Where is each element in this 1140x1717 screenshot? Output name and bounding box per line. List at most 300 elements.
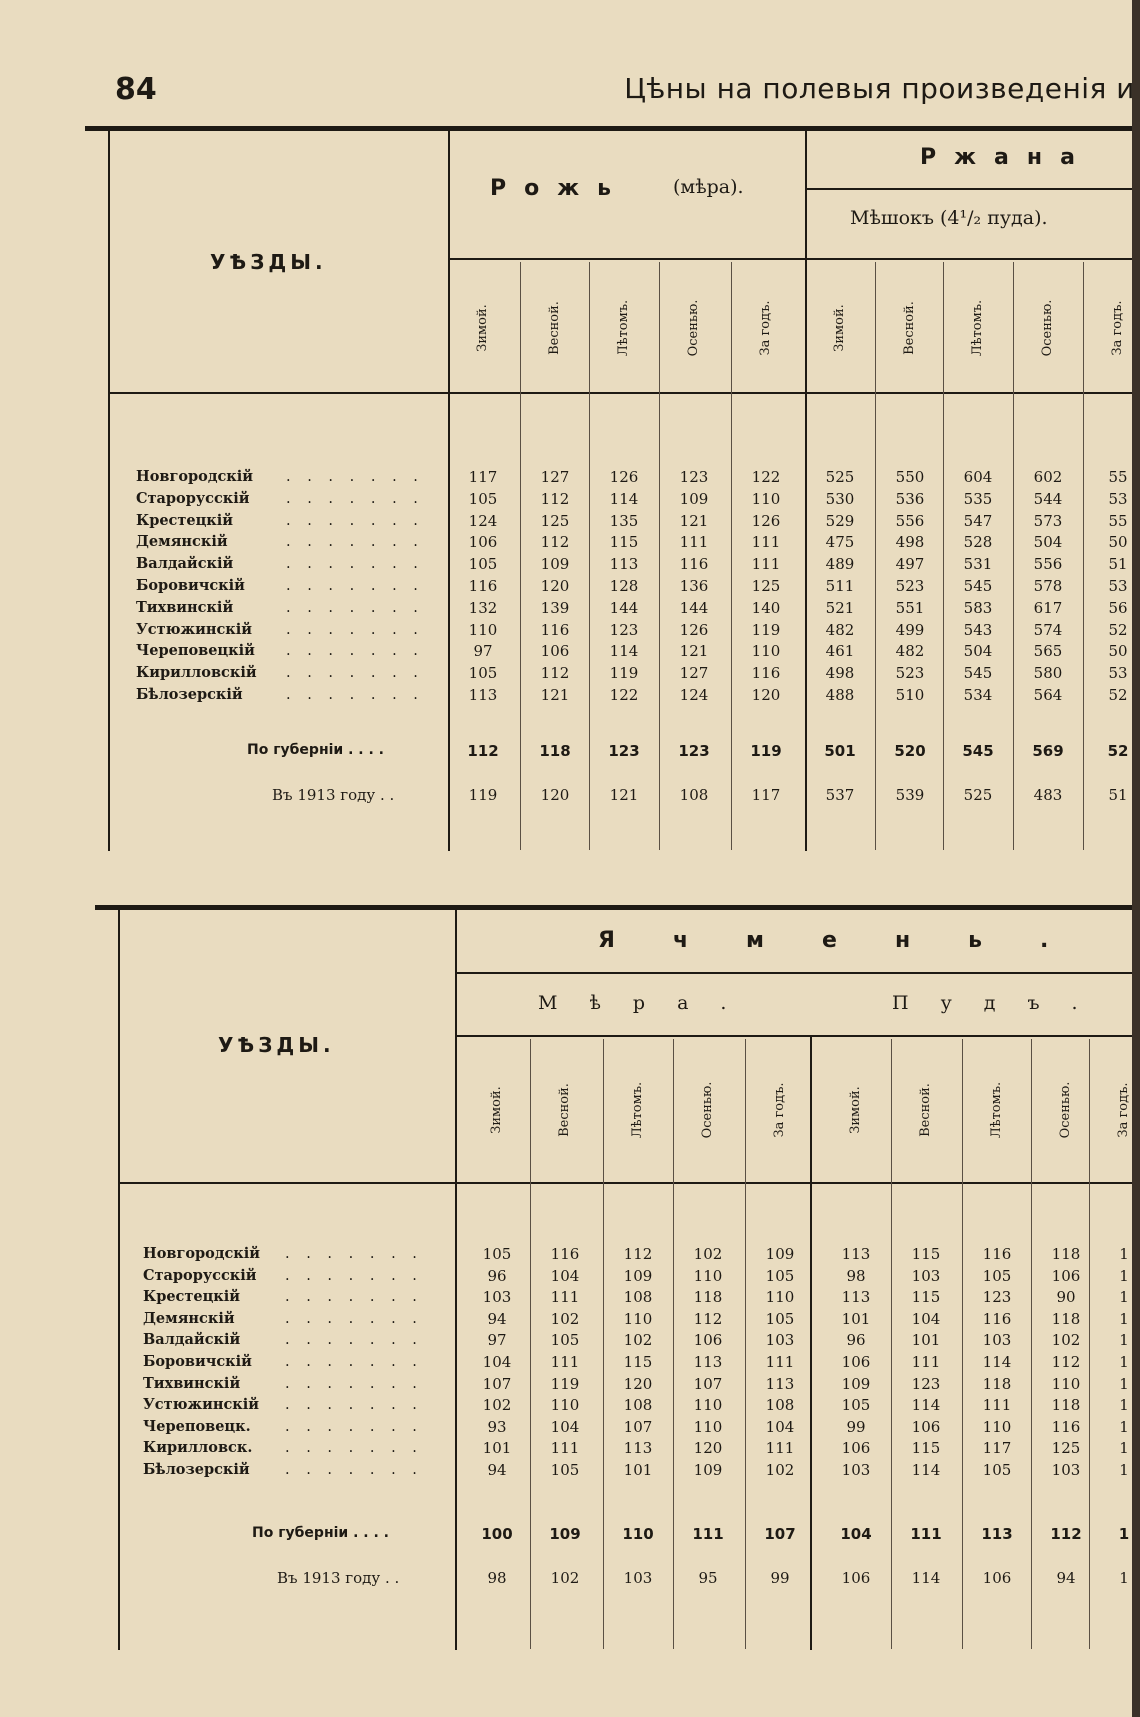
total-cell: 569 [1032, 742, 1064, 760]
table-cell: 111 [765, 1439, 795, 1458]
table-cell: 1 [1119, 1353, 1129, 1371]
district-label: Череповецк. [143, 1417, 251, 1435]
total-cell: 520 [894, 742, 926, 760]
table-cell: 114 [982, 1353, 1012, 1371]
total-cell: 104 [840, 1525, 872, 1543]
table-cell: 102 [623, 1331, 653, 1350]
table-cell: 497 [895, 555, 925, 574]
table-cell: 53 [1108, 664, 1128, 683]
table-cell: 55 [1108, 511, 1128, 530]
table-cell: 106 [693, 1331, 723, 1350]
table-cell: 105 [468, 664, 498, 683]
table-cell: 1 [1119, 1417, 1129, 1436]
district-label: Валдайскій [143, 1331, 241, 1349]
table-cell: 545 [963, 664, 993, 683]
district-label: Крестецкій [143, 1288, 241, 1306]
table-cell: 115 [911, 1245, 941, 1263]
table-cell: 102 [482, 1396, 512, 1415]
group-title-barley: Ячмень. [598, 928, 1107, 953]
district-label: Устюжинскій [136, 620, 253, 638]
table-cell: 110 [550, 1396, 580, 1415]
total-cell: 112 [467, 742, 499, 760]
table-cell: 102 [765, 1461, 795, 1479]
column-divider [962, 1039, 963, 1649]
table-cell: 117 [468, 468, 498, 486]
prev-year-cell: 103 [623, 1569, 653, 1587]
table-cell: 110 [751, 642, 781, 661]
column-header: За годъ. [772, 1082, 787, 1138]
table-cell: 504 [963, 642, 993, 661]
subhead-rule [807, 188, 1132, 190]
table-cell: 511 [825, 577, 855, 595]
leader-dots: . . . . . . . [285, 1397, 423, 1414]
table-cell: 115 [609, 533, 639, 552]
district-label: Демянскій [143, 1309, 235, 1327]
column-header: За годъ. [1110, 300, 1125, 356]
table-cell: 536 [895, 489, 925, 508]
table-cell: 104 [550, 1417, 580, 1436]
table-cell: 107 [693, 1374, 723, 1393]
table-left-rule [118, 910, 120, 1650]
table-cell: 528 [963, 533, 993, 552]
table-cell: 103 [1051, 1461, 1081, 1479]
table-cell: 489 [825, 555, 855, 574]
table-cell: 112 [693, 1309, 723, 1328]
table-cell: 118 [1051, 1245, 1081, 1263]
group-unit-measure: Мѣра. [538, 992, 759, 1014]
table-cell: 52 [1108, 620, 1128, 639]
table-cell: 97 [487, 1331, 507, 1350]
table-cell: 543 [963, 620, 993, 639]
district-label: Боровичскій [143, 1353, 252, 1370]
group-unit-sack: Мѣшокъ (4¹/₂ пуда). [850, 207, 1048, 229]
table-cell: 101 [482, 1439, 512, 1458]
table-cell: 550 [895, 468, 925, 486]
table-cell: 109 [693, 1461, 723, 1479]
prev-year-cell: 121 [609, 786, 639, 804]
table-cell: 118 [1051, 1309, 1081, 1328]
table-cell: 94 [487, 1309, 507, 1328]
table-cell: 102 [550, 1309, 580, 1328]
table-cell: 121 [540, 686, 570, 704]
table-cell: 135 [609, 511, 639, 530]
column-divider [530, 1039, 531, 1649]
table-cell: 93 [487, 1417, 507, 1436]
subhead-rule [450, 258, 805, 260]
prev-year-cell: 114 [911, 1569, 941, 1587]
table-cell: 119 [751, 620, 781, 639]
table-cell: 547 [963, 511, 993, 530]
table-cell: 565 [1033, 642, 1063, 661]
table-cell: 534 [963, 686, 993, 704]
table-cell: 123 [982, 1288, 1012, 1307]
table-cell: 499 [895, 620, 925, 639]
district-label: Демянскій [136, 533, 228, 551]
table-cell: 523 [895, 664, 925, 683]
table-cell: 109 [623, 1266, 653, 1285]
leader-dots: . . . . . . . [285, 1418, 423, 1435]
table-cell: 124 [468, 511, 498, 530]
total-cell: 123 [608, 742, 640, 760]
table-cell: 118 [1051, 1396, 1081, 1415]
table-cell: 122 [751, 468, 781, 486]
table-cell: 116 [1051, 1417, 1081, 1436]
leader-dots: . . . . . . . [286, 490, 424, 507]
column-divider [1031, 1039, 1032, 1649]
leader-dots: . . . . . . . [286, 621, 424, 638]
table-cell: 50 [1108, 642, 1128, 661]
table-cell: 126 [679, 620, 709, 639]
table-cell: 103 [911, 1266, 941, 1285]
column-header: Зимой. [848, 1086, 863, 1134]
table-cell: 105 [468, 489, 498, 508]
leader-dots: . . . . . . . [285, 1462, 423, 1478]
table-cell: 583 [963, 598, 993, 617]
leader-dots: . . . . . . . [286, 556, 424, 573]
total-cell: 112 [1050, 1525, 1082, 1543]
total-cell: 100 [481, 1525, 513, 1543]
table-cell: 105 [550, 1331, 580, 1350]
table-cell: 118 [982, 1374, 1012, 1393]
table-cell: 105 [550, 1461, 580, 1479]
table-cell: 116 [751, 664, 781, 683]
table-cell: 488 [825, 686, 855, 704]
prev-year-cell: 483 [1033, 786, 1063, 804]
table-cell: 116 [540, 620, 570, 639]
table-cell: 110 [693, 1266, 723, 1285]
table-cell: 110 [1051, 1374, 1081, 1393]
table-cell: 123 [911, 1374, 941, 1393]
table-cell: 113 [693, 1353, 723, 1371]
table-cell: 498 [825, 664, 855, 683]
district-label: Новгородскій [136, 468, 254, 485]
table-cell: 103 [482, 1288, 512, 1307]
table-cell: 523 [895, 577, 925, 595]
table-cell: 52 [1108, 686, 1128, 704]
table-cell: 122 [609, 686, 639, 704]
table-cell: 103 [841, 1461, 871, 1479]
table-cell: 106 [841, 1353, 871, 1371]
prev-year-cell: 539 [895, 786, 925, 804]
table-cell: 535 [963, 489, 993, 508]
column-header: Весной. [557, 1083, 572, 1137]
table-cell: 105 [468, 555, 498, 574]
table-cell: 116 [982, 1245, 1012, 1263]
page-edge [1132, 0, 1140, 1717]
table-cell: 112 [1051, 1353, 1081, 1371]
district-label: Кирилловскій [136, 664, 257, 682]
prev-year-cell: 119 [468, 786, 498, 804]
prev-year-cell: 117 [751, 786, 781, 804]
table-cell: 544 [1033, 489, 1063, 508]
column-divider [673, 1039, 674, 1649]
column-header: Осенью. [1040, 299, 1055, 357]
column-divider [520, 262, 521, 850]
table-cell: 114 [911, 1396, 941, 1415]
prev-year-row-label: Въ 1913 году . . [272, 786, 395, 804]
stub-divider [455, 910, 457, 1650]
total-cell: 501 [824, 742, 856, 760]
table-cell: 1 [1119, 1245, 1129, 1263]
table-cell: 101 [911, 1331, 941, 1350]
table-cell: 110 [468, 620, 498, 639]
table-cell: 102 [1051, 1331, 1081, 1350]
total-cell: 111 [692, 1525, 724, 1543]
table-cell: 482 [825, 620, 855, 639]
table-cell: 531 [963, 555, 993, 574]
district-label: Бѣлозерскій [136, 686, 243, 703]
table-cell: 112 [540, 664, 570, 683]
leader-dots: . . . . . . . [285, 1375, 423, 1392]
table-cell: 99 [846, 1417, 866, 1436]
total-cell: 52 [1107, 742, 1129, 760]
prev-year-cell: 98 [487, 1569, 507, 1587]
table-cell: 111 [550, 1439, 580, 1458]
table-cell: 604 [963, 468, 993, 486]
table-cell: 115 [911, 1439, 941, 1458]
leader-dots: . . . . . . . [286, 665, 424, 682]
table-cell: 121 [679, 642, 709, 661]
header-bottom-rule [120, 1182, 1132, 1184]
table-cell: 1 [1119, 1288, 1129, 1307]
table-cell: 574 [1033, 620, 1063, 639]
prev-year-cell: 106 [982, 1569, 1012, 1587]
table-cell: 94 [487, 1461, 507, 1479]
total-cell: 123 [678, 742, 710, 760]
district-label: Новгородскій [143, 1245, 261, 1262]
table-cell: 116 [679, 555, 709, 574]
column-header: Осенью. [1058, 1081, 1073, 1139]
column-header: Зимой. [832, 304, 847, 352]
table-cell: 113 [765, 1374, 795, 1393]
header-bottom-rule [110, 392, 1132, 394]
table-cell: 111 [550, 1288, 580, 1307]
table-cell: 96 [487, 1266, 507, 1285]
total-row-label: По губерніи . . . . [252, 1525, 389, 1541]
prev-year-cell: 99 [770, 1569, 790, 1587]
table-cell: 545 [963, 577, 993, 595]
table-cell: 602 [1033, 468, 1063, 486]
row-label-header: УѢЗДЫ. [218, 1033, 335, 1057]
table-cell: 556 [1033, 555, 1063, 574]
subhead-rule [807, 258, 1132, 260]
column-divider [659, 262, 660, 850]
table-cell: 114 [911, 1461, 941, 1479]
column-divider [603, 1039, 604, 1649]
table-cell: 580 [1033, 664, 1063, 683]
table-cell: 120 [693, 1439, 723, 1458]
table-cell: 105 [841, 1396, 871, 1415]
district-label: Бѣлозерскій [143, 1461, 250, 1478]
table-cell: 111 [751, 533, 781, 552]
table-cell: 120 [623, 1374, 653, 1393]
table-cell: 127 [679, 664, 709, 683]
table-cell: 1 [1119, 1396, 1129, 1415]
table-cell: 104 [550, 1266, 580, 1285]
prev-year-row-label: Въ 1913 году . . [277, 1569, 400, 1587]
table-cell: 1 [1119, 1309, 1129, 1328]
leader-dots: . . . . . . . [285, 1289, 423, 1306]
table-cell: 108 [623, 1396, 653, 1415]
table-cell: 102 [693, 1245, 723, 1263]
column-header: Лѣтомъ. [630, 1081, 645, 1139]
table-cell: 139 [540, 598, 570, 617]
table-cell: 53 [1108, 489, 1128, 508]
table-cell: 103 [982, 1331, 1012, 1350]
group-title-rye: Рожь [490, 176, 630, 201]
table-cell: 1 [1119, 1266, 1129, 1285]
leader-dots: . . . . . . . [286, 578, 424, 594]
leader-dots: . . . . . . . [285, 1354, 423, 1370]
prev-year-cell: 106 [841, 1569, 871, 1587]
table-cell: 121 [679, 511, 709, 530]
table-cell: 109 [540, 555, 570, 574]
district-label: Крестецкій [136, 511, 234, 529]
prev-year-cell: 120 [540, 786, 570, 804]
table-cell: 114 [609, 489, 639, 508]
table-cell: 1 [1119, 1439, 1129, 1458]
table-cell: 126 [751, 511, 781, 530]
column-header: Весной. [547, 301, 562, 355]
column-header: Лѣтомъ. [970, 299, 985, 357]
district-label: Тихвинскій [143, 1374, 241, 1392]
column-header: Лѣтомъ. [616, 299, 631, 357]
table-cell: 113 [841, 1245, 871, 1263]
column-header: Зимой. [475, 304, 490, 352]
table-top-rule [85, 126, 1132, 131]
group-unit-pood: Пудъ. [892, 992, 1110, 1014]
table-cell: 113 [468, 686, 498, 704]
leader-dots: . . . . . . . [285, 1246, 423, 1262]
table-cell: 98 [846, 1266, 866, 1285]
table-cell: 109 [765, 1245, 795, 1263]
prev-year-cell: 1 [1119, 1569, 1129, 1587]
column-header: За годъ. [758, 300, 773, 356]
table-cell: 144 [609, 598, 639, 617]
district-label: Череповецкій [136, 642, 255, 660]
table-cell: 106 [911, 1417, 941, 1436]
table-cell: 482 [895, 642, 925, 661]
prev-year-cell: 537 [825, 786, 855, 804]
table-cell: 104 [911, 1309, 941, 1328]
district-label: Старорусскій [136, 489, 250, 507]
table-cell: 128 [609, 577, 639, 595]
column-divider [731, 262, 732, 850]
table-cell: 106 [841, 1439, 871, 1458]
column-divider [891, 1039, 892, 1649]
table-cell: 120 [540, 577, 570, 595]
table-cell: 108 [623, 1288, 653, 1307]
table-cell: 521 [825, 598, 855, 617]
prev-year-cell: 94 [1056, 1569, 1076, 1587]
table-cell: 105 [982, 1461, 1012, 1479]
column-divider [1013, 262, 1014, 850]
table-cell: 144 [679, 598, 709, 617]
table-cell: 113 [623, 1439, 653, 1458]
table-cell: 112 [623, 1245, 653, 1263]
table-cell: 617 [1033, 598, 1063, 617]
table-cell: 110 [693, 1396, 723, 1415]
leader-dots: . . . . . . . [285, 1267, 423, 1284]
table-cell: 124 [679, 686, 709, 704]
table-cell: 90 [1056, 1288, 1076, 1307]
table-cell: 51 [1108, 555, 1128, 574]
table-cell: 104 [765, 1417, 795, 1436]
table-cell: 97 [473, 642, 493, 661]
table-cell: 136 [679, 577, 709, 595]
table-cell: 110 [751, 489, 781, 508]
group-divider [805, 131, 807, 851]
subhead-rule [457, 972, 1132, 974]
table-cell: 110 [693, 1417, 723, 1436]
table-cell: 105 [765, 1309, 795, 1328]
table-cell: 55 [1108, 468, 1128, 486]
district-label: Тихвинскій [136, 598, 234, 616]
table-cell: 140 [751, 598, 781, 617]
table-cell: 110 [623, 1309, 653, 1328]
column-divider [1083, 262, 1084, 850]
group-divider [810, 1035, 812, 1650]
leader-dots: . . . . . . . [286, 512, 424, 529]
table-cell: 111 [982, 1396, 1012, 1415]
column-header: Лѣтомъ. [989, 1081, 1004, 1139]
leader-dots: . . . . . . . [286, 469, 424, 485]
table-cell: 125 [540, 511, 570, 530]
table-cell: 113 [609, 555, 639, 574]
total-cell: 107 [764, 1525, 796, 1543]
total-cell: 118 [539, 742, 571, 760]
table-cell: 115 [623, 1353, 653, 1371]
table-cell: 127 [540, 468, 570, 486]
table-cell: 106 [1051, 1266, 1081, 1285]
table-cell: 118 [693, 1288, 723, 1307]
table-cell: 107 [623, 1417, 653, 1436]
table-cell: 105 [482, 1245, 512, 1263]
table-cell: 116 [468, 577, 498, 595]
page-number: 84 [115, 72, 157, 107]
table-cell: 556 [895, 511, 925, 530]
table-cell: 119 [609, 664, 639, 683]
leader-dots: . . . . . . . [285, 1332, 423, 1349]
table-cell: 110 [765, 1288, 795, 1307]
district-label: Боровичскій [136, 577, 245, 594]
table-cell: 119 [550, 1374, 580, 1393]
table-cell: 112 [540, 533, 570, 552]
table-cell: 96 [846, 1331, 866, 1350]
table-top-rule [95, 905, 1132, 910]
group-unit-rye: (мѣра). [673, 176, 744, 198]
table-cell: 101 [623, 1461, 653, 1479]
table-cell: 105 [982, 1266, 1012, 1285]
table-cell: 111 [679, 533, 709, 552]
stub-divider [448, 131, 450, 851]
prev-year-cell: 108 [679, 786, 709, 804]
table-cell: 108 [765, 1396, 795, 1415]
table-left-rule [108, 131, 110, 851]
table-cell: 123 [609, 620, 639, 639]
table-cell: 112 [540, 489, 570, 508]
table-cell: 510 [895, 686, 925, 704]
table-cell: 115 [911, 1288, 941, 1307]
column-divider [745, 1039, 746, 1649]
total-cell: 109 [549, 1525, 581, 1543]
table-cell: 125 [751, 577, 781, 595]
table-cell: 109 [679, 489, 709, 508]
column-header: Зимой. [489, 1086, 504, 1134]
total-cell: 113 [981, 1525, 1013, 1543]
prev-year-cell: 95 [698, 1569, 718, 1587]
table-cell: 498 [895, 533, 925, 552]
